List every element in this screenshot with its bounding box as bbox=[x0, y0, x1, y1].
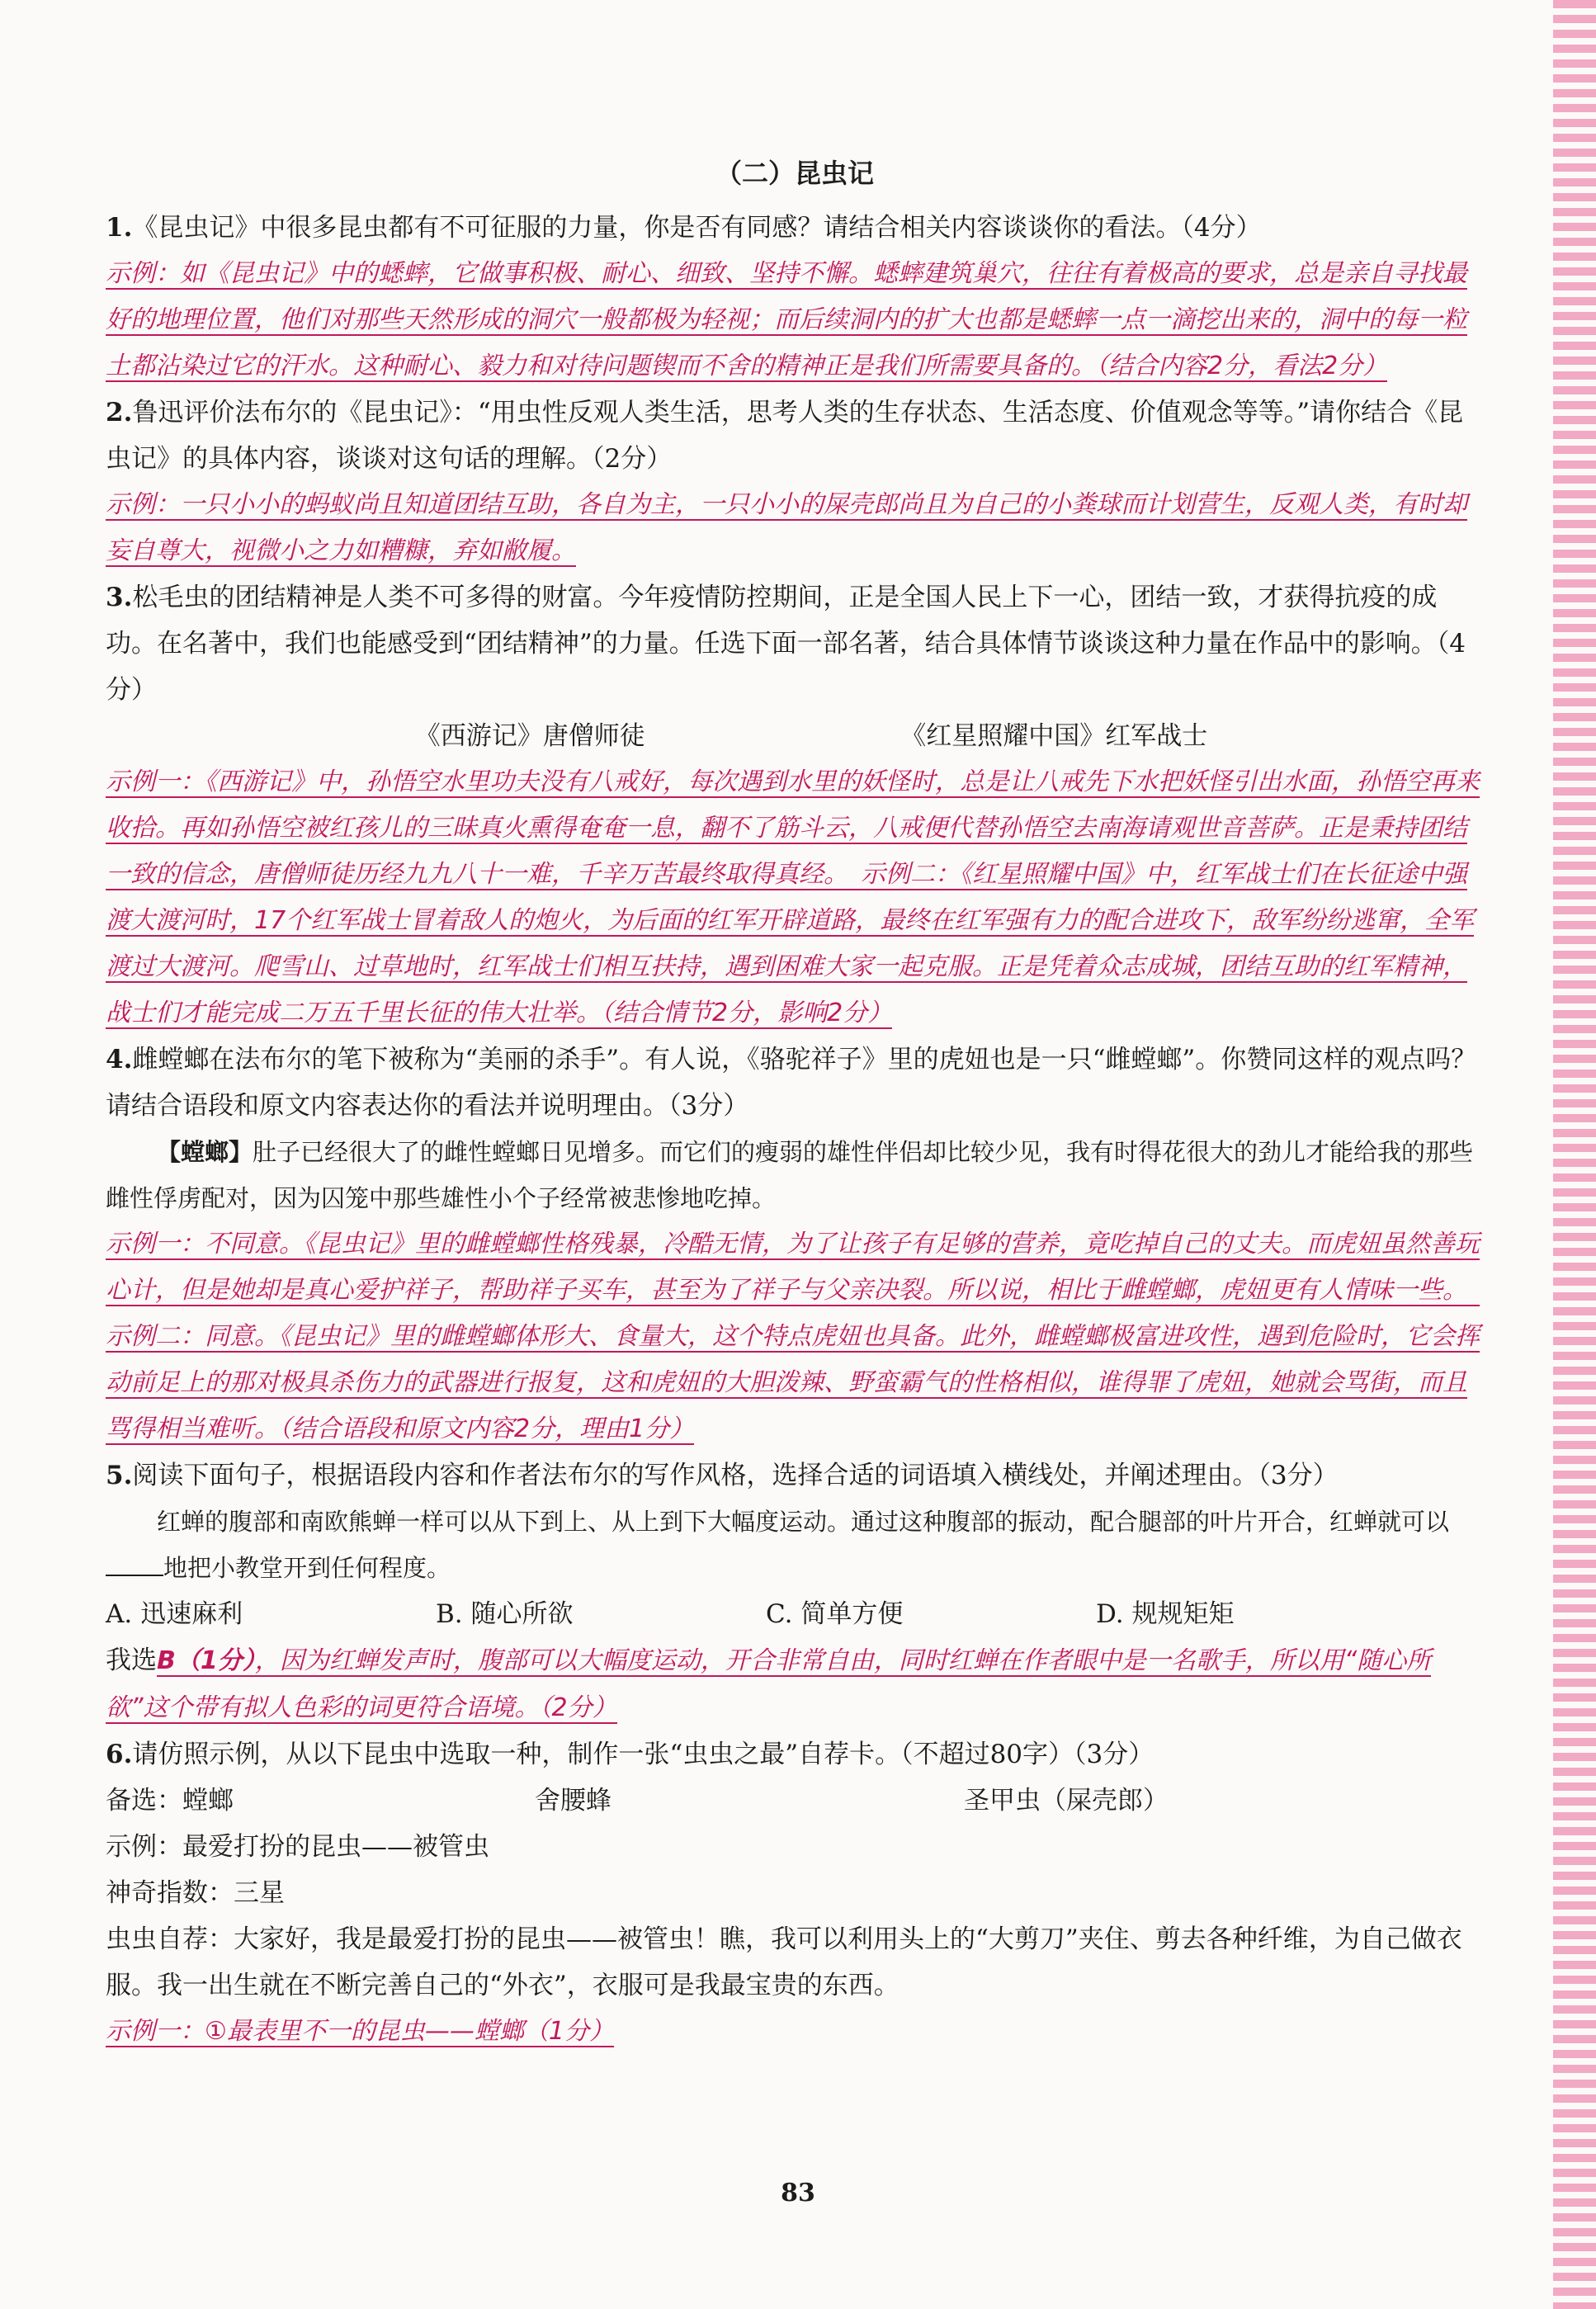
answer-3: 示例一：《西游记》中，孙悟空水里功夫没有八戒好，每次遇到水里的妖怪时，总是让八戒先下水把妖怪引出水面，孙悟空再来收拾。再如孙悟空被红孩儿的三昧真火熏得奄奄一息，翻不了筋斗云，八戒便代替孙悟空去南海请观世音菩萨。正是秉持团结一致的信念，唐僧师徒历经九九八十一难，千辛万苦最终取得真经。 示例二：《红星照耀中国》中，红军战士们在长征途中强渡大渡河时，17个红军战士冒着敌人的炮火，为后面的红军开辟道路，最终在红军强有力的配合进攻下，敌军纷纷逃窜，全军渡过大渡河。爬雪山、过草地时，红军战士们相互扶持，遇到困难大家一起克服。正是凭着众志成城，团结互助的红军精神，战士们才能完成二万五千里长征的伟大壮举。（结合情节2分，影响2分） bbox=[106, 767, 1480, 1027]
question-3: 3.松毛虫的团结精神是人类不可多得的财富。今年疫情防控期间，正是全国人民上下一心，团结一致，才获得抗疫的成功。在名著中，我们也能感受到“团结精神”的力量。任选下面一部名著，结合具体情节谈谈这种力量在作品中的影响。（4分） bbox=[106, 583, 1466, 705]
fill-blank bbox=[106, 1575, 163, 1576]
section-title: （二）昆虫记 bbox=[715, 158, 874, 189]
example-6: 示例：最爱打扮的昆虫——被管虫 bbox=[106, 1832, 489, 1862]
candidate-3: 圣甲虫（屎壳郎） bbox=[964, 1786, 1169, 1816]
passage-4: 【螳螂】肚子已经很大了的雌性螳螂日见增多。而它们的瘦弱的雄性伴侣却比较少见，我有时得花很大的劲儿才能给我的那些雌性俘虏配对，因为囚笼中那些雄性小个子经常被悲惨地吃掉。 bbox=[106, 1138, 1474, 1212]
options-5 bbox=[106, 1591, 1484, 1637]
book-option-2: 《红星照耀中国》红军战士 bbox=[900, 721, 1208, 751]
book-options bbox=[106, 713, 1484, 759]
answer-1: 示例：如《昆虫记》中的蟋蟀，它做事积极、耐心、细致、坚持不懈。蟋蟀建筑巢穴，往往有着极高的要求，总是亲自寻找最好的地理位置，他们对那些天然形成的洞穴一般都极为轻视；而后续洞内的扩大也都是蟋蟀一点一滴挖出来的，洞中的每一粒土都沾染过它的汗水。这种耐心、毅力和对待问题锲而不舍的精神正是我们所需要具备的。（结合内容2分，看法2分） bbox=[106, 259, 1467, 380]
answer-5: 我选B（1分），因为红蝉发声时，腹部可以大幅度运动，开合非常自由，同时红蝉在作者眼中是一名歌手，所以用“随心所欲”这个带有拟人色彩的词更符合语境。（2分） bbox=[106, 1646, 1432, 1722]
passage-5: 红蝉的腹部和南欧熊蝉一样可以从下到上、从上到下大幅度运动。通过这种腹部的振动，配合腿部的叶片开合，红蝉就可以地把小教堂开到任何程度。 bbox=[106, 1499, 1484, 1591]
candidates-6 bbox=[106, 1778, 1484, 1824]
answer-6: 示例一：①最表里不一的昆虫——螳螂（1分） bbox=[106, 2017, 614, 2046]
question-1: 1.《昆虫记》中很多昆虫都有不可征服的力量，你是否有同感？请结合相关内容谈谈你的看法。（4分） bbox=[106, 213, 1262, 243]
option-b: B. 随心所欲 bbox=[436, 1599, 574, 1629]
question-4: 4.雌螳螂在法布尔的笔下被称为“美丽的杀手”。有人说，《骆驼祥子》里的虎妞也是一只“雌螳螂”。你赞同这样的观点吗？请结合语段和原文内容表达你的看法并说明理由。（3分） bbox=[106, 1045, 1477, 1121]
index-6: 神奇指数：三星 bbox=[106, 1878, 285, 1908]
option-c: C. 简单方便 bbox=[766, 1599, 904, 1629]
page-number: 83 bbox=[781, 2179, 815, 2207]
question-2: 2.鲁迅评价法布尔的《昆虫记》：“用虫性反观人类生活，思考人类的生存状态、生活态度、价值观念等等。”请你结合《昆虫记》的具体内容，谈谈对这句话的理解。（2分） bbox=[106, 398, 1464, 474]
option-a: A. 迅速麻利 bbox=[106, 1599, 243, 1629]
document-page bbox=[106, 155, 1484, 2055]
intro-6: 虫虫自荐：大家好，我是最爱打扮的昆虫——被管虫！瞧，我可以利用头上的“大剪刀”夹住、剪去各种纤维，为自己做衣服。我一出生就在不断完善自己的“外衣”，衣服可是我最宝贵的东西。 bbox=[106, 1924, 1462, 2000]
question-5: 5.阅读下面句子，根据语段内容和作者法布尔的写作风格，选择合适的词语填入横线处，并阐述理由。（3分） bbox=[106, 1461, 1339, 1490]
question-6: 6.请仿照示例，从以下昆虫中选取一种，制作一张“虫虫之最”自荐卡。（不超过80字）（3分） bbox=[106, 1740, 1155, 1769]
book-option-1: 《西游记》唐僧师徒 bbox=[414, 721, 645, 751]
answer-2: 示例：一只小小的蚂蚁尚且知道团结互助，各自为主，一只小小的屎壳郎尚且为自己的小粪球而计划营生，反观人类，有时却妄自尊大，视微小之力如糟糠，弃如敝履。 bbox=[106, 490, 1467, 565]
candidate-2: 舍腰蜂 bbox=[535, 1786, 611, 1816]
answer-4: 示例一：不同意。《昆虫记》里的雌螳螂性格残暴，冷酷无情，为了让孩子有足够的营养，竟吃掉自己的丈夫。而虎妞虽然善玩心计，但是她却是真心爱护祥子，帮助祥子买车，甚至为了祥子与父亲决裂。所以说，相比于雌螳螂，虎妞更有人情味一些。 示例二：同意。《昆虫记》里的雌螳螂体形大、食量大，这个特点虎妞也具备。此外，雌螳螂极富进攻性，遇到危险时，它会挥动前足上的那对极具杀伤力的武器进行报复，这和虎妞的大胆泼辣、野蛮霸气的性格相似，谁得罪了虎妞，她就会骂街，而且骂得相当难听。（结合语段和原文内容2分，理由1分） bbox=[106, 1230, 1480, 1443]
decorative-stripes bbox=[1553, 0, 1596, 2309]
candidate-1: 备选：螳螂 bbox=[106, 1786, 234, 1816]
option-d: D. 规规矩矩 bbox=[1096, 1599, 1235, 1629]
